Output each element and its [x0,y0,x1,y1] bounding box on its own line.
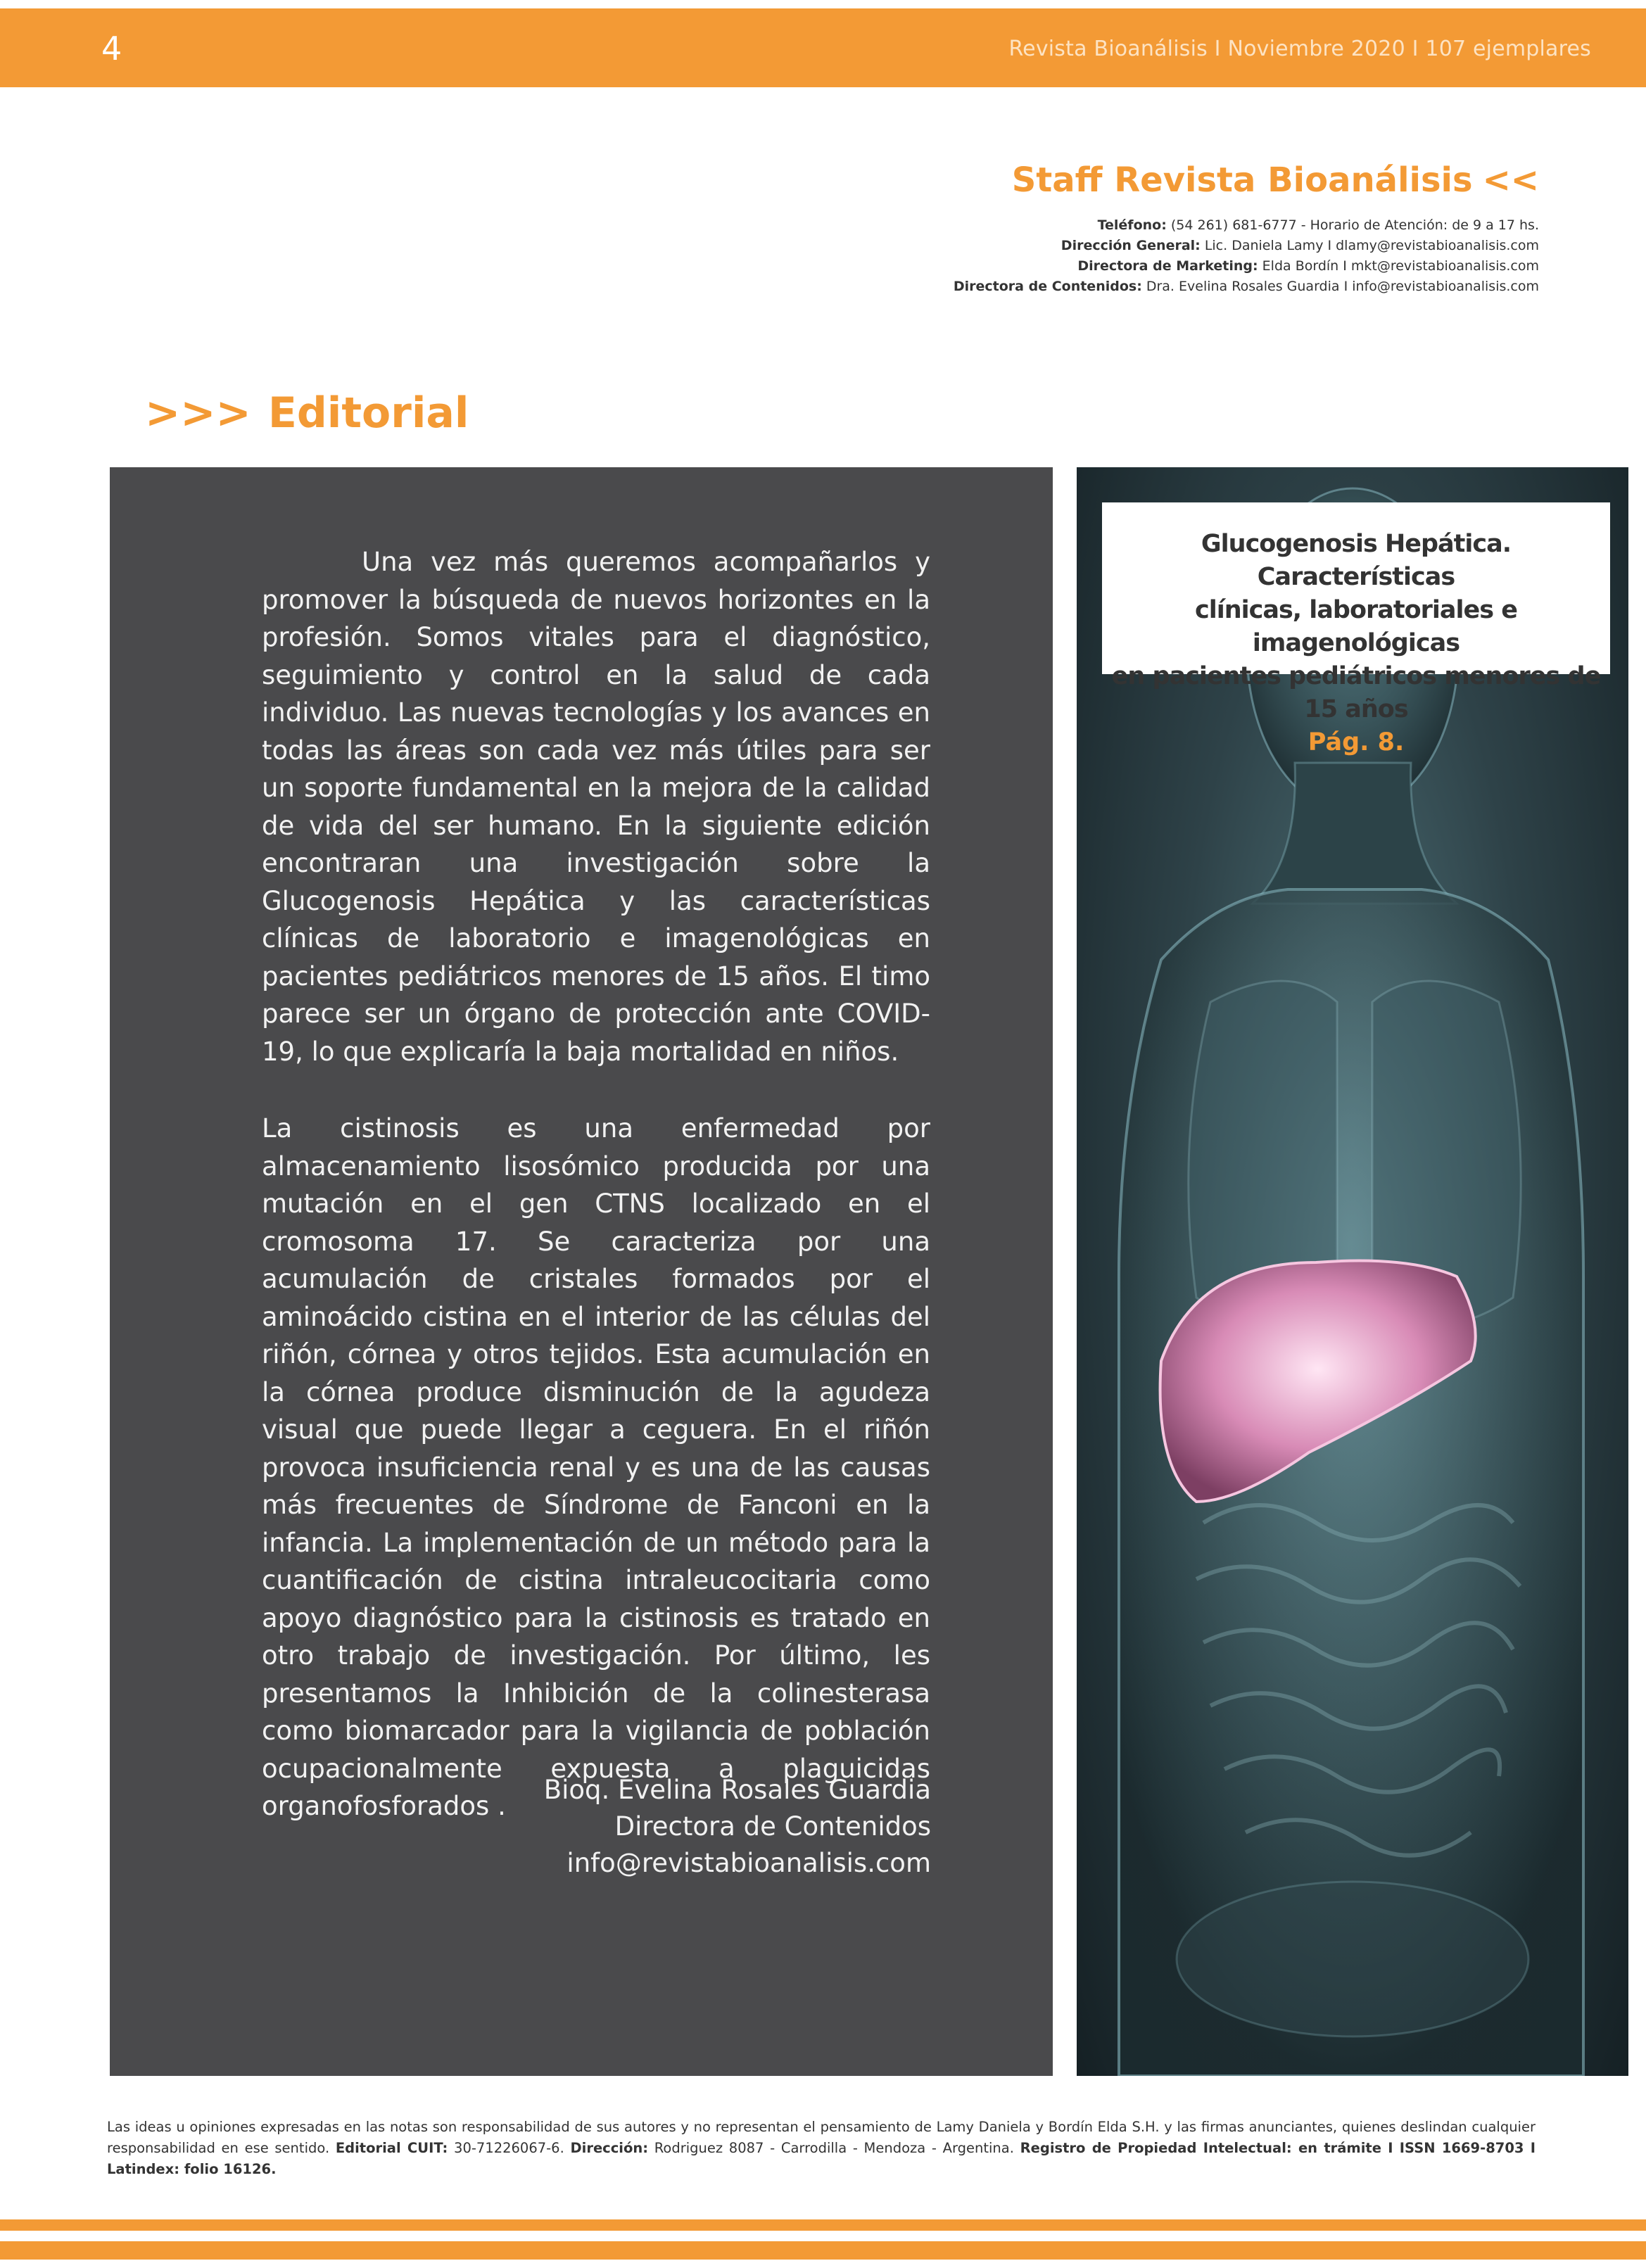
editorial-chevrons: >>> [145,388,251,438]
footer-cuit-value: 30-71226067-6. [448,2140,571,2156]
signature-role: Directora de Contenidos [614,1811,931,1842]
editorial-text [262,543,930,1825]
callout-title-line2: clínicas, laboratoriales e imagenológicas [1194,596,1518,657]
staff-title [695,160,1539,200]
bottom-rule-thick [0,2241,1646,2260]
staff-content-label: Directora de Contenidos: [953,279,1142,294]
staff-block [695,160,1539,297]
footer-disclaimer-text: Las ideas u opiniones expresadas en las notas son responsabilidad de sus autores y no representan el pensamiento de Lamy Daniela y Bordín Elda S.H. y las firmas anunciantes, quienes deslindan cualquier responsabilidad en ese sentido. [107,2119,1536,2156]
staff-marketing-label: Directora de Marketing: [1077,258,1258,274]
editorial-paragraph-2: La cistinosis es una enfermedad por almacenamiento lisosómico producida por una mutación en el gen CTNS localizado en el cromosoma 17. Se caracteriza por una acumulación de cristales formados por el aminoácido cistina en el interior de las células del riñón, córnea y otros tejidos. Esta acumulación en la córnea produce disminución de la agudeza visual que puede llegar a ceguera. En el riñón provoca insuficiencia renal y es una de las causas más frecuentes de Síndrome de Fanconi en la infancia. La implementación de un método para la cuantificación de cistina intraleucocitaria como apoyo diagnóstico para la cistinosis es tratado en otro trabajo de investigación. Por último, les presentamos la Inhibición de la colinesterasa como biomarcador para la vigilancia de población ocupacionalmente expuesta a plaguicidas organofosforados . [262,1113,930,1821]
footer-address-value: Rodriguez 8087 - Carrodilla - Mendoza - Argentina. [648,2140,1020,2156]
publication-info: Revista Bioanálisis I Noviembre 2020 I 107 ejemplares [1008,37,1591,61]
staff-director-line [695,236,1539,256]
page-number: 4 [101,30,122,68]
staff-marketing-line [695,256,1539,277]
callout-page-ref: Pág. 8. [1308,728,1405,756]
staff-phone-line [695,215,1539,236]
callout-title-line1: Glucogenosis Hepática. Características [1201,530,1512,591]
footer-address-label: Dirección: [570,2140,649,2156]
staff-content-value: Dra. Evelina Rosales Guardia I info@revistabioanalisis.com [1141,279,1539,294]
editorial-signature [544,1772,931,1882]
footer-registry: Registro de Propiedad Intelectual: en trámite I ISSN 1669-8703 I Latindex: folio 16126. [107,2140,1536,2177]
signature-name: Bioq. Evelina Rosales Guardia [543,1775,931,1805]
staff-phone-value: (54 261) 681-6777 - Horario de Atención: de 9 a 17 hs. [1166,217,1539,233]
pelvis-shape [1177,1882,1528,2036]
staff-director-value: Lic. Daniela Lamy I dlamy@revistabioanalisis.com [1200,238,1539,253]
footer-disclaimer [107,2117,1536,2180]
feature-callout [1102,502,1610,756]
staff-title-text: Staff Revista Bioanálisis [1011,160,1473,200]
editorial-heading [145,388,469,438]
staff-marketing-value: Elda Bordín I mkt@revistabioanalisis.com [1258,258,1539,274]
neck-shape [1253,763,1457,904]
editorial-paragraph-1: Una vez más queremos acompañarlos y promover la búsqueda de nuevos horizontes en la profesión. Somos vitales para el diagnóstico, seguimiento y control en la salud de cada individuo. Las nuevas tecnologías y los avances en todas las áreas son cada vez más útiles para ser un soporte fundamental en la mejora de la calidad de vida del ser humano. En la siguiente edición encontraran una investigación sobre la Glucogenosis Hepática y las características clínicas de laboratorio e imagenológicas en pacientes pediátricos menores de 15 años. El timo parece ser un órgano de protección ante COVID-19, lo que explicaría la baja mortalidad en niños. [262,547,930,1067]
footer-cuit-label: Editorial CUIT: [335,2140,448,2156]
editorial-title: Editorial [267,388,469,438]
staff-content-line [695,277,1539,297]
signature-email: info@revistabioanalisis.com [566,1848,931,1878]
staff-arrows: << [1482,160,1539,200]
bottom-rule-thin [0,2219,1646,2231]
callout-title-line3: en pacientes pediátricos menores de 15 años [1111,662,1601,723]
top-header-bar [0,8,1646,87]
staff-phone-label: Teléfono: [1097,217,1167,233]
staff-director-label: Dirección General: [1061,238,1201,253]
